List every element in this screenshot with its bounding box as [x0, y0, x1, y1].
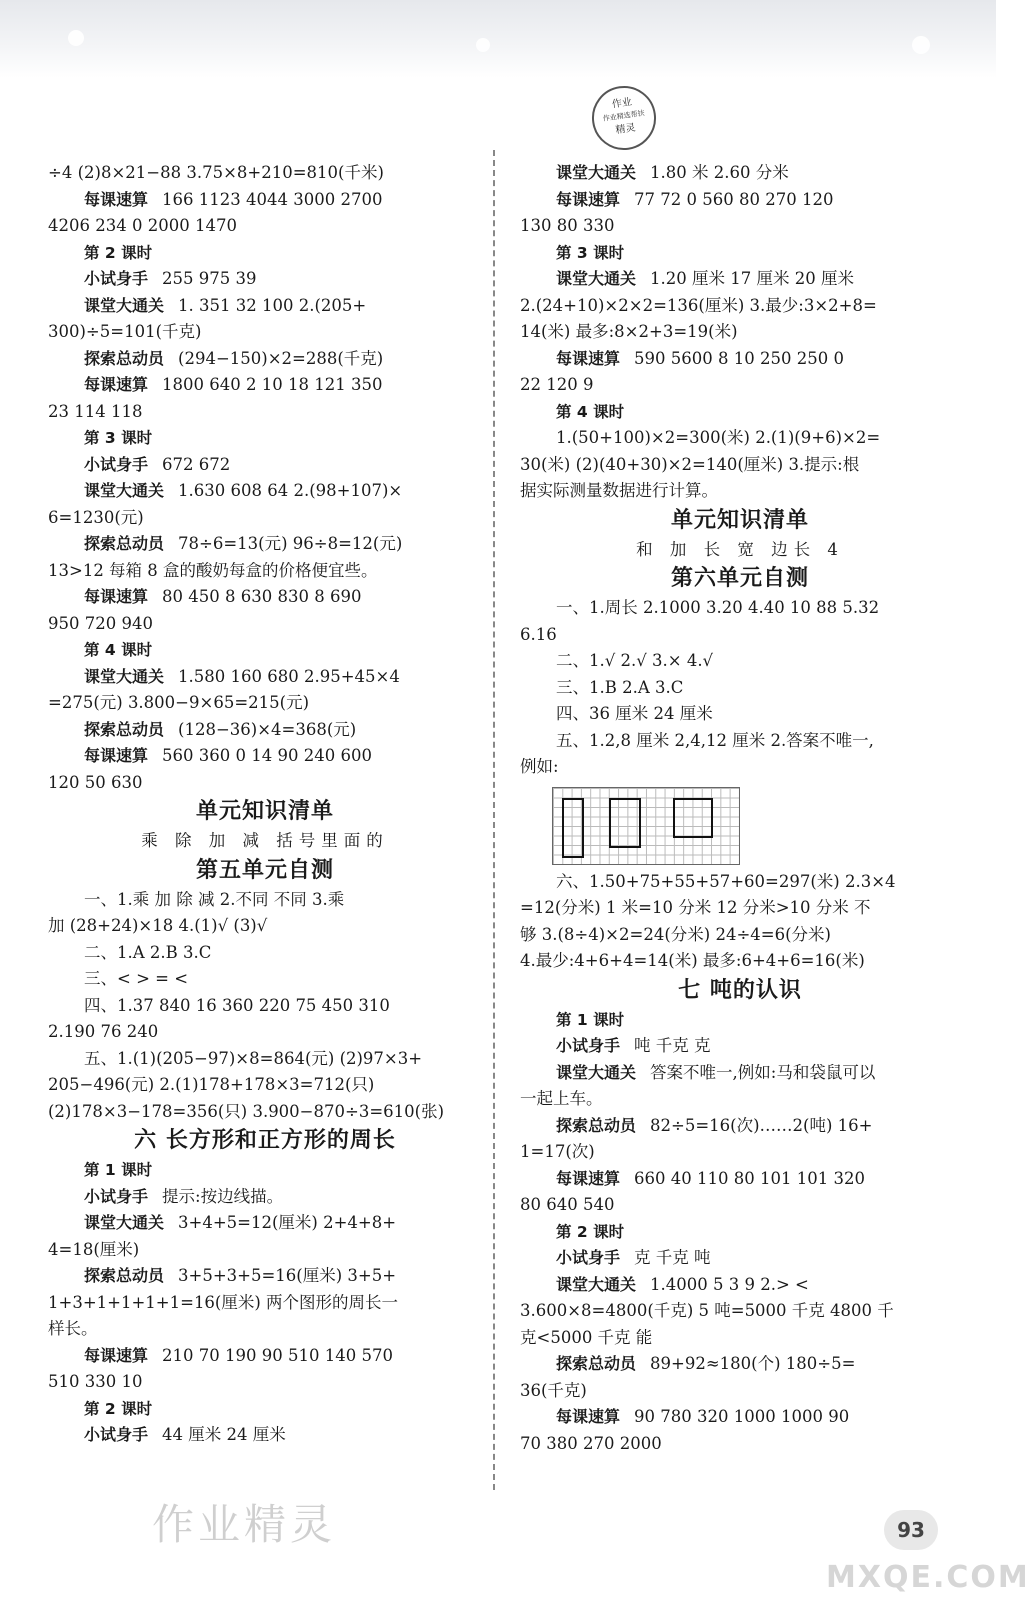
answer-line: 三、< > = < [84, 969, 189, 988]
stamp-line: 作业精选帮扶 [602, 109, 646, 123]
answer-line [520, 1113, 960, 1140]
section-label: 课堂大通关 [556, 1274, 637, 1294]
lesson-heading: 第 1 课时 [84, 1161, 153, 1179]
answer-text: 1.4000 5 3 9 2.> < [650, 1274, 809, 1294]
answer-line: 80 640 540 [520, 1195, 615, 1214]
answer-line: 乘 除 加 减 括号里面的 [141, 831, 389, 850]
section-heading: 七 吨的认识 [678, 977, 802, 1003]
section-label: 课堂大通关 [556, 163, 637, 182]
section-label: 探索总动员 [84, 534, 165, 553]
answer-text: 77 72 0 560 80 270 120 [634, 189, 834, 209]
section-label: 每课速算 [84, 746, 149, 765]
section-label: 每课速算 [556, 1407, 621, 1426]
answer-text: 1. 351 32 100 2.(205+ [178, 295, 367, 315]
answer-text: 答案不唯一,例如:马和袋鼠可以 [650, 1062, 876, 1082]
lesson-heading: 第 3 课时 [556, 243, 625, 262]
answer-line: 36(千克) [520, 1380, 587, 1400]
answer-line: 2.(24+10)×2×2=136(厘米) 3.最少:3×2+8= [520, 295, 877, 315]
answer-line: 和 加 长 宽 边长 4 [636, 539, 844, 559]
answer-line [48, 266, 482, 293]
answer-line [48, 1343, 482, 1370]
answer-text: 3+4+5=12(厘米) 2+4+8+ [178, 1213, 397, 1232]
answer-line: ÷4 (2)8×21−88 3.75×8+210=810(千米) [48, 163, 384, 182]
answer-line [520, 1166, 960, 1193]
answer-line [48, 1422, 482, 1449]
answer-line: 130 80 330 [520, 216, 615, 235]
answer-text: 89+92≈180(个) 180÷5= [650, 1354, 856, 1373]
answer-text: 1800 640 2 10 18 121 350 [162, 375, 383, 394]
column-divider [493, 150, 495, 1490]
answer-line [520, 266, 960, 293]
answer-text: 210 70 190 90 510 140 570 [162, 1345, 393, 1365]
section-label: 探索总动员 [556, 1115, 637, 1135]
header-decoration [68, 30, 84, 46]
answer-line [48, 664, 482, 691]
answer-line: 2.190 76 240 [48, 1022, 159, 1041]
lesson-heading: 第 2 课时 [84, 1399, 153, 1418]
grid-rectangle [609, 798, 641, 848]
section-label: 小试身手 [84, 269, 149, 288]
answer-text: 1.80 米 2.60 分米 [650, 163, 789, 182]
answer-line: 22 120 9 [520, 375, 594, 394]
answer-line [48, 1263, 482, 1290]
header-decoration [912, 36, 930, 54]
answer-text: 80 450 8 630 830 8 690 [162, 587, 362, 606]
answer-line [48, 1210, 482, 1237]
lesson-heading: 第 1 课时 [556, 1010, 625, 1029]
answer-line: 205−496(元) 2.(1)178+178×3=712(只) [48, 1075, 375, 1094]
answer-line [520, 1060, 960, 1087]
answer-line [48, 717, 482, 744]
section-heading: 六 长方形和正方形的周长 [134, 1128, 396, 1153]
lesson-heading: 第 4 课时 [556, 402, 625, 421]
section-label: 探索总动员 [556, 1354, 637, 1373]
answer-line: =12(分米) 1 米=10 分米 12 分米>10 分米 不 [520, 898, 871, 917]
answer-text: 克 千克 吨 [634, 1248, 711, 1267]
stamp-line: 作业 [611, 96, 633, 111]
answer-line: 30(米) (2)(40+30)×2=140(厘米) 3.提示:根 [520, 454, 860, 474]
section-label: 每课速算 [84, 375, 149, 394]
answer-line: 一起上车。 [520, 1089, 603, 1108]
answer-text: 1.630 608 64 2.(98+107)× [178, 481, 403, 500]
section-label: 课堂大通关 [84, 1213, 165, 1232]
answer-line: 70 380 270 2000 [520, 1433, 662, 1453]
section-heading: 单元知识清单 [670, 507, 809, 533]
answer-line [520, 1033, 960, 1060]
section-label: 课堂大通关 [556, 269, 637, 288]
answer-line [48, 346, 482, 373]
answer-line: =275(元) 3.800−9×65=215(元) [48, 693, 310, 712]
section-label: 课堂大通关 [84, 295, 165, 315]
watermark: 作业精灵 [152, 1500, 337, 1549]
answer-line [48, 187, 482, 214]
answer-line [48, 293, 482, 320]
answer-line [520, 346, 960, 373]
answer-line: 4206 234 0 2000 1470 [48, 216, 237, 235]
answer-line [520, 1404, 960, 1431]
section-label: 课堂大通关 [84, 481, 165, 500]
answer-line: 六、1.50+75+55+57+60=297(米) 2.3×4 [556, 871, 896, 891]
answer-line [520, 187, 960, 214]
answer-text: 78÷6=13(元) 96÷8=12(元) [178, 534, 403, 553]
section-heading: 第五单元自测 [195, 857, 334, 883]
answer-line: 样长。 [48, 1319, 98, 1338]
section-label: 小试身手 [556, 1248, 621, 1267]
stamp-seal [588, 82, 660, 154]
answer-line [48, 743, 482, 770]
section-heading: 第六单元自测 [670, 566, 809, 591]
stamp-line: 精灵 [614, 122, 637, 137]
header-band [0, 0, 996, 78]
answer-line: 14(米) 最多:8×2+3=19(米) [520, 322, 738, 341]
answer-line: 一、1.周长 2.1000 3.20 4.40 10 88 5.32 [556, 598, 880, 617]
answer-text: 提示:按边线描。 [162, 1186, 284, 1206]
answer-line: 克<5000 千克 能 [520, 1327, 653, 1347]
answer-line: 120 50 630 [48, 772, 143, 792]
grid-rectangle [673, 798, 713, 838]
grid-rectangle [562, 798, 584, 858]
answer-line: 五、1.2,8 厘米 2,4,12 厘米 2.答案不唯一, [556, 730, 874, 750]
lesson-heading: 第 2 课时 [84, 243, 153, 262]
answer-line: 二、1.√ 2.√ 3.× 4.√ [556, 651, 714, 670]
answer-line: 四、36 厘米 24 厘米 [556, 704, 713, 723]
answer-line [520, 1245, 960, 1272]
answer-line [48, 584, 482, 611]
section-label: 每课速算 [84, 1345, 149, 1365]
answer-line: 300)÷5=101(千克) [48, 322, 202, 341]
answer-line [520, 1351, 960, 1378]
answer-text: 44 厘米 24 厘米 [162, 1425, 286, 1444]
section-label: 每课速算 [556, 189, 621, 209]
answer-text: 660 40 110 80 101 101 320 [634, 1168, 865, 1188]
answer-line: 950 720 940 [48, 613, 153, 633]
answer-line [48, 452, 482, 479]
answer-text: 590 5600 8 10 250 250 0 [634, 348, 844, 368]
answer-line: 五、1.(1)(205−97)×8=864(元) (2)97×3+ [84, 1048, 423, 1068]
answer-line: 1+3+1+1+1+1=16(厘米) 两个图形的周长一 [48, 1292, 399, 1312]
section-label: 每课速算 [84, 587, 149, 606]
answer-text: 166 1123 4044 3000 2700 [162, 189, 383, 209]
answer-text: 1.580 160 680 2.95+45×4 [178, 666, 400, 686]
section-label: 探索总动员 [84, 719, 165, 739]
site-watermark: MXQE.COM [826, 1560, 1030, 1595]
section-label: 小试身手 [84, 454, 149, 474]
answer-line: 据实际测量数据进行计算。 [520, 481, 718, 500]
answer-line: 4=18(厘米) [48, 1239, 140, 1259]
section-label: 小试身手 [84, 1425, 149, 1444]
grid-figure [552, 787, 740, 865]
answer-line: (2)178×3−178=356(只) 3.900−870÷3=610(张) [48, 1101, 445, 1121]
answer-line: 二、1.A 2.B 3.C [84, 942, 212, 962]
answer-text: 3+5+3+5=16(厘米) 3+5+ [178, 1266, 397, 1285]
answer-line: 23 114 118 [48, 401, 143, 421]
lesson-heading: 第 3 课时 [84, 429, 153, 447]
answer-line [48, 531, 482, 558]
answer-text: 吨 千克 克 [634, 1036, 711, 1055]
page-number: 93 [884, 1510, 938, 1550]
answer-line: 1=17(次) [520, 1142, 595, 1161]
section-label: 小试身手 [84, 1186, 149, 1206]
answer-line [48, 478, 482, 505]
answer-line [48, 372, 482, 399]
section-label: 课堂大通关 [556, 1062, 637, 1082]
section-label: 探索总动员 [84, 348, 165, 368]
answer-text: 90 780 320 1000 1000 90 [634, 1407, 850, 1426]
answer-line: 3.600×8=4800(千克) 5 吨=5000 千克 4800 千 [520, 1301, 894, 1320]
answer-line: 四、1.37 840 16 360 220 75 450 310 [84, 995, 390, 1015]
header-decoration [476, 38, 490, 52]
answer-text: (128−36)×4=368(元) [178, 719, 357, 739]
right-column [520, 160, 960, 1457]
section-label: 课堂大通关 [84, 666, 165, 686]
answer-line: 510 330 10 [48, 1372, 143, 1391]
lesson-heading: 第 4 课时 [84, 641, 153, 659]
answer-line: 加 (28+24)×18 4.(1)√ (3)√ [48, 916, 268, 935]
section-heading: 单元知识清单 [195, 799, 334, 824]
answer-line [520, 1272, 960, 1299]
answer-line: 6.16 [520, 624, 557, 644]
answer-line: 够 3.(8÷4)×2=24(分米) 24÷4=6(分米) [520, 924, 831, 944]
answer-line: 4.最少:4+6+4=14(米) 最多:6+4+6=16(米) [520, 951, 865, 970]
answer-text: 255 975 39 [162, 269, 257, 288]
section-label: 探索总动员 [84, 1266, 165, 1285]
answer-text: (294−150)×2=288(千克) [178, 348, 384, 368]
answer-line: 6=1230(元) [48, 507, 144, 527]
answer-line: 13>12 每箱 8 盒的酸奶每盒的价格便宜些。 [48, 560, 378, 580]
left-column [48, 160, 482, 1449]
answer-text: 82÷5=16(次)……2(吨) 16+ [650, 1115, 873, 1135]
section-label: 每课速算 [84, 189, 149, 209]
section-label: 每课速算 [556, 348, 621, 368]
answer-line [520, 160, 960, 187]
section-label: 每课速算 [556, 1168, 621, 1188]
lesson-heading: 第 2 课时 [556, 1222, 625, 1241]
answer-text: 560 360 0 14 90 240 600 [162, 746, 372, 765]
answer-text: 1.20 厘米 17 厘米 20 厘米 [650, 269, 854, 288]
answer-text: 672 672 [162, 454, 231, 474]
answer-line: 三、1.B 2.A 3.C [556, 677, 684, 697]
answer-line: 1.(50+100)×2=300(米) 2.(1)(9+6)×2= [556, 428, 881, 447]
answer-line: 例如: [520, 757, 559, 776]
answer-line: 一、1.乘 加 除 减 2.不同 不同 3.乘 [84, 889, 345, 909]
section-label: 小试身手 [556, 1036, 621, 1055]
answer-line [48, 1184, 482, 1211]
